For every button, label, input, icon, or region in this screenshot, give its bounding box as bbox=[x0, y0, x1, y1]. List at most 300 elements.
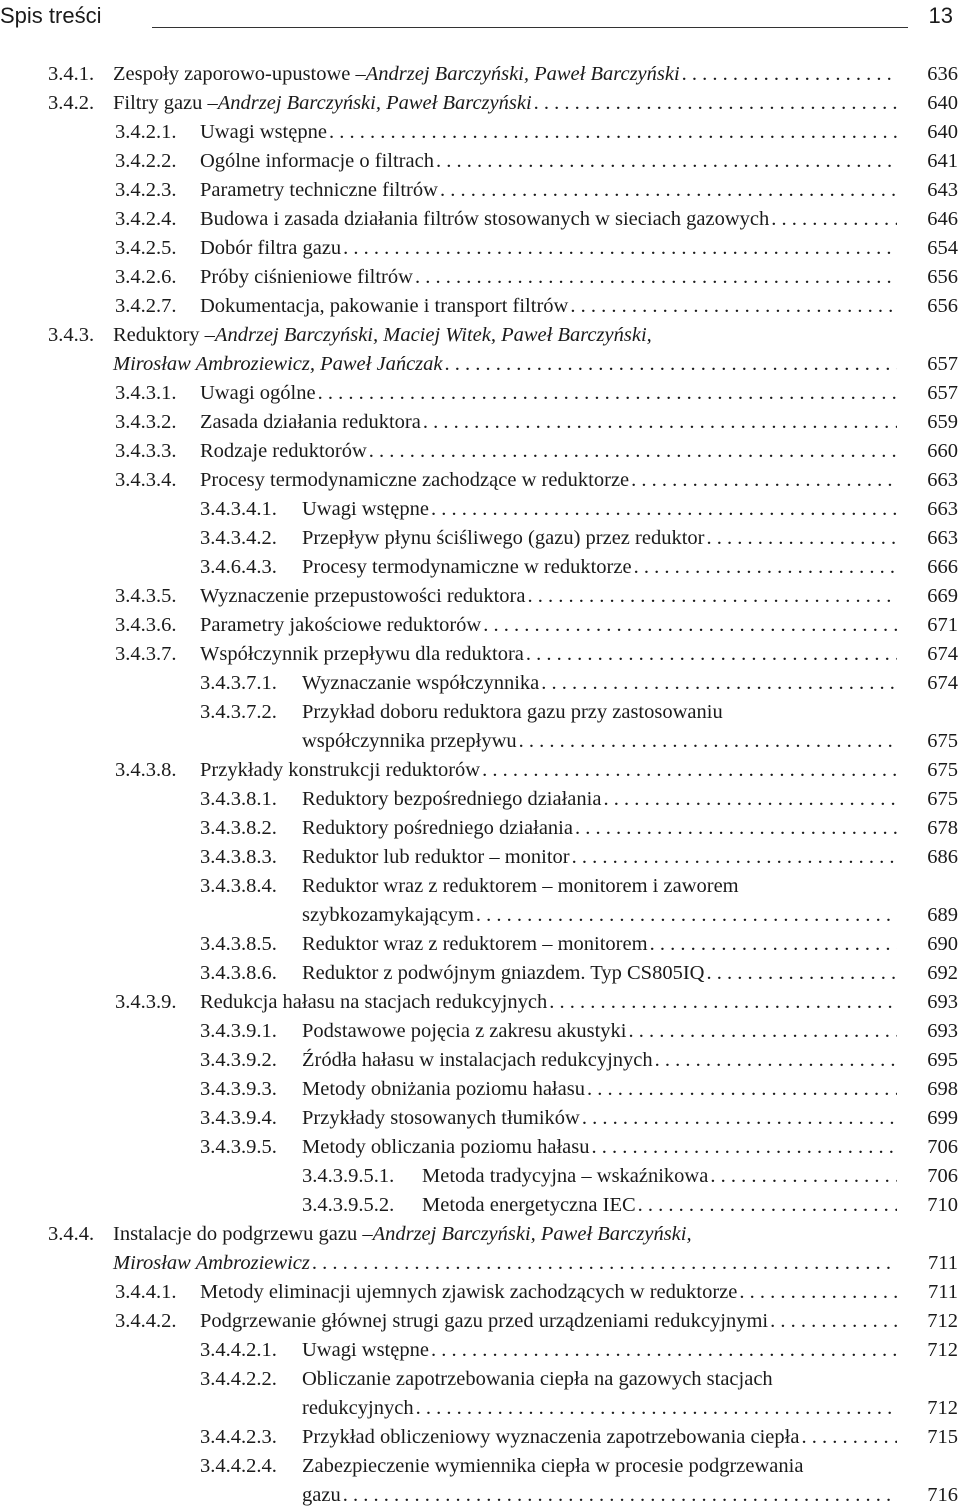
toc-entry[interactable] bbox=[0, 582, 960, 611]
entry-line bbox=[302, 1481, 897, 1510]
entry-body bbox=[302, 930, 897, 959]
section-number: 3.4.3.4. bbox=[115, 469, 177, 491]
page-number-ref: 657 bbox=[927, 382, 958, 404]
dot-leader bbox=[638, 1191, 897, 1220]
entry-title: Budowa i zasada działania filtrów stosowanych w sieciach gazowych bbox=[200, 208, 770, 230]
dot-leader bbox=[527, 582, 897, 611]
toc-entry[interactable] bbox=[0, 1017, 960, 1046]
entry-line bbox=[200, 379, 897, 408]
toc-entry[interactable] bbox=[0, 959, 960, 988]
entry-body bbox=[302, 1133, 897, 1162]
page-number-ref: 693 bbox=[927, 1020, 958, 1042]
section-number: 3.4.3.1. bbox=[115, 382, 177, 404]
entry-title: Reduktor wraz z reduktorem – monitorem i zaworem bbox=[302, 875, 739, 897]
dot-leader bbox=[572, 843, 897, 872]
dot-leader bbox=[476, 901, 897, 930]
entry-title: Podgrzewanie głównej strugi gazu przed urządzeniami redukcyjnymi bbox=[200, 1310, 769, 1332]
section-number: 3.4.3. bbox=[48, 324, 95, 346]
page-number-ref: 640 bbox=[927, 121, 958, 143]
entry-body bbox=[200, 205, 897, 234]
dot-leader bbox=[436, 147, 897, 176]
toc-entry[interactable] bbox=[0, 872, 960, 930]
entry-title-continued: współczynnika przepływu bbox=[302, 730, 517, 752]
page-number-ref: 692 bbox=[927, 962, 958, 984]
section-number: 3.4.4.2.4. bbox=[200, 1455, 277, 1477]
section-number: 3.4.3.9.4. bbox=[200, 1107, 277, 1129]
entry-body bbox=[302, 698, 897, 756]
entry-body bbox=[302, 1017, 897, 1046]
entry-body bbox=[200, 176, 897, 205]
section-number: 3.4.3.8.2. bbox=[200, 817, 277, 839]
section-number: 3.4.2.3. bbox=[115, 179, 177, 201]
entry-title: Przepływ płynu ściśliwego (gazu) przez reduktor bbox=[302, 527, 705, 549]
entry-line bbox=[113, 89, 897, 118]
entry-title: Redukcja hałasu na stacjach redukcyjnych bbox=[200, 991, 548, 1013]
entry-line bbox=[302, 814, 897, 843]
dot-leader bbox=[483, 611, 897, 640]
dot-leader bbox=[706, 959, 897, 988]
page-number-ref: 646 bbox=[927, 208, 958, 230]
toc-entry[interactable] bbox=[0, 60, 960, 89]
toc-entry[interactable] bbox=[0, 89, 960, 118]
entry-line bbox=[302, 495, 897, 524]
dot-leader bbox=[416, 1394, 897, 1423]
toc-entry[interactable] bbox=[0, 611, 960, 640]
dot-leader bbox=[519, 727, 897, 756]
entry-line bbox=[302, 1336, 897, 1365]
toc-entry[interactable] bbox=[0, 1336, 960, 1365]
entry-title: Przykłady stosowanych tłumików bbox=[302, 1107, 580, 1129]
entry-title: Metody obniżania poziomu hałasu bbox=[302, 1078, 585, 1100]
entry-line bbox=[200, 756, 897, 785]
page-number-ref: 660 bbox=[927, 440, 958, 462]
toc-entry[interactable] bbox=[0, 640, 960, 669]
entry-line bbox=[200, 408, 897, 437]
entry-title: Uwagi wstępne bbox=[302, 1339, 429, 1361]
entry-body bbox=[302, 1423, 897, 1452]
toc-entry[interactable] bbox=[0, 1423, 960, 1452]
entry-body bbox=[200, 437, 897, 466]
page-number-ref: 712 bbox=[927, 1339, 958, 1361]
entry-author: Andrzej Barczyński, Paweł Barczyński bbox=[365, 63, 680, 85]
entry-line bbox=[302, 1423, 897, 1452]
section-number: 3.4.3.4.1. bbox=[200, 498, 277, 520]
dot-leader bbox=[445, 350, 898, 379]
entry-body bbox=[302, 959, 897, 988]
dot-leader bbox=[440, 176, 897, 205]
entry-title: Instalacje do podgrzewu gazu – bbox=[113, 1223, 373, 1245]
entry-line bbox=[113, 321, 897, 350]
page-number-ref: 710 bbox=[927, 1194, 958, 1216]
toc-entry[interactable] bbox=[0, 930, 960, 959]
section-number: 3.4.2.2. bbox=[115, 150, 177, 172]
entry-title: Zespoły zaporowo-upustowe – bbox=[113, 63, 366, 85]
toc-entry[interactable] bbox=[0, 1220, 960, 1278]
section-number: 3.4.3.7. bbox=[115, 643, 177, 665]
toc-entry[interactable] bbox=[0, 466, 960, 495]
entry-line bbox=[302, 901, 897, 930]
toc-entry[interactable] bbox=[0, 1133, 960, 1162]
toc-entry[interactable] bbox=[0, 1075, 960, 1104]
page-number-ref: 636 bbox=[927, 63, 958, 85]
dot-leader bbox=[771, 205, 897, 234]
page-number-ref: 675 bbox=[927, 788, 958, 810]
page-number-ref: 678 bbox=[927, 817, 958, 839]
entry-line bbox=[200, 205, 897, 234]
toc-entry[interactable] bbox=[0, 205, 960, 234]
section-number: 3.4.3.9.5.2. bbox=[302, 1194, 395, 1216]
toc-entry[interactable] bbox=[0, 263, 960, 292]
dot-leader bbox=[629, 1017, 898, 1046]
toc-entry[interactable] bbox=[0, 843, 960, 872]
entry-body bbox=[302, 814, 897, 843]
section-number: 3.4.3.2. bbox=[115, 411, 177, 433]
entry-line bbox=[302, 698, 897, 727]
entry-body bbox=[113, 321, 897, 379]
entry-title: Reduktory bezpośredniego działania bbox=[302, 788, 602, 810]
entry-title: Wyznaczanie współczynnika bbox=[302, 672, 540, 694]
page-number-ref: 712 bbox=[927, 1397, 958, 1419]
toc-entry[interactable] bbox=[0, 1452, 960, 1510]
entry-body bbox=[302, 553, 897, 582]
entry-line bbox=[302, 553, 897, 582]
page-number-ref: 711 bbox=[928, 1281, 958, 1303]
toc-entry[interactable] bbox=[0, 1046, 960, 1075]
entry-body bbox=[113, 89, 897, 118]
entry-line bbox=[302, 1452, 897, 1481]
dot-leader bbox=[634, 553, 897, 582]
page-number-ref: 716 bbox=[927, 1484, 958, 1506]
toc-entry[interactable] bbox=[0, 1104, 960, 1133]
entry-body bbox=[200, 408, 897, 437]
entry-title: Współczynnik przepływu dla reduktora bbox=[200, 643, 524, 665]
entry-body bbox=[200, 292, 897, 321]
toc-entry[interactable] bbox=[0, 408, 960, 437]
entry-title-continued: redukcyjnych bbox=[302, 1397, 414, 1419]
dot-leader bbox=[431, 495, 897, 524]
entry-body bbox=[302, 495, 897, 524]
entry-line bbox=[302, 1394, 897, 1423]
running-title: Spis treści bbox=[0, 3, 102, 28]
toc-entry[interactable] bbox=[0, 988, 960, 1017]
entry-title: Metody eliminacji ujemnych zjawisk zachodzących w reduktorze bbox=[200, 1281, 738, 1303]
entry-title: Przykład doboru reduktora gazu przy zastosowaniu bbox=[302, 701, 723, 723]
dot-leader bbox=[343, 1481, 897, 1510]
entry-line bbox=[200, 1307, 897, 1336]
page-number-ref: 698 bbox=[927, 1078, 958, 1100]
page-number-ref: 674 bbox=[927, 643, 958, 665]
toc-entry[interactable] bbox=[0, 495, 960, 524]
entry-body bbox=[302, 1046, 897, 1075]
entry-line bbox=[302, 959, 897, 988]
entry-body bbox=[302, 785, 897, 814]
dot-leader bbox=[631, 466, 897, 495]
entry-title: Procesy termodynamiczne zachodzące w reduktorze bbox=[200, 469, 630, 491]
entry-body bbox=[200, 466, 897, 495]
page-number-ref: 663 bbox=[927, 498, 958, 520]
entry-line bbox=[200, 640, 897, 669]
entry-body bbox=[422, 1162, 897, 1191]
entry-title: Zasada działania reduktora bbox=[200, 411, 421, 433]
entry-body bbox=[302, 872, 897, 930]
entry-title: Dokumentacja, pakowanie i transport filtrów bbox=[200, 295, 569, 317]
toc-entry[interactable] bbox=[0, 176, 960, 205]
entry-title: Filtry gazu – bbox=[113, 92, 218, 114]
entry-title-continued: gazu bbox=[302, 1484, 341, 1506]
entry-line bbox=[200, 611, 897, 640]
entry-line bbox=[200, 234, 897, 263]
page-number-ref: 643 bbox=[927, 179, 958, 201]
toc-entry[interactable] bbox=[0, 379, 960, 408]
entry-title: Przykład obliczeniowy wyznaczenia zapotrzebowania ciepła bbox=[302, 1426, 800, 1448]
dot-leader bbox=[575, 814, 897, 843]
entry-title: Źródła hałasu w instalacjach redukcyjnych bbox=[302, 1049, 653, 1071]
entry-body bbox=[200, 1307, 897, 1336]
section-number: 3.4.3.9.2. bbox=[200, 1049, 277, 1071]
section-number: 3.4.4.2.1. bbox=[200, 1339, 277, 1361]
entry-title: Rodzaje reduktorów bbox=[200, 440, 367, 462]
entry-line bbox=[302, 1075, 897, 1104]
section-number: 3.4.4.2.2. bbox=[200, 1368, 277, 1390]
section-number: 3.4.3.9.1. bbox=[200, 1020, 277, 1042]
section-number: 3.4.3.8.4. bbox=[200, 875, 277, 897]
entry-title: Parametry jakościowe reduktorów bbox=[200, 614, 482, 636]
dot-leader bbox=[482, 756, 897, 785]
dot-leader bbox=[655, 1046, 897, 1075]
page-number-ref: 656 bbox=[927, 266, 958, 288]
page-header bbox=[0, 0, 960, 38]
page-number-ref: 663 bbox=[927, 469, 958, 491]
section-number: 3.4.2.6. bbox=[115, 266, 177, 288]
entry-line bbox=[302, 1365, 897, 1394]
dot-leader bbox=[549, 988, 897, 1017]
page-number-ref: 690 bbox=[927, 933, 958, 955]
entry-body bbox=[302, 1104, 897, 1133]
entry-body bbox=[302, 843, 897, 872]
entry-line bbox=[113, 1249, 897, 1278]
toc-entry[interactable] bbox=[0, 785, 960, 814]
toc-entry[interactable] bbox=[0, 1191, 960, 1220]
toc-entry[interactable] bbox=[0, 756, 960, 785]
section-number: 3.4.3.8.6. bbox=[200, 962, 277, 984]
page-number-ref: 675 bbox=[927, 730, 958, 752]
entry-line bbox=[113, 60, 897, 89]
entry-body bbox=[200, 379, 897, 408]
section-number: 3.4.2.4. bbox=[115, 208, 177, 230]
entry-line bbox=[200, 176, 897, 205]
entry-line bbox=[200, 147, 897, 176]
section-number: 3.4.3.3. bbox=[115, 440, 177, 462]
entry-line bbox=[302, 727, 897, 756]
toc-entry[interactable] bbox=[0, 292, 960, 321]
dot-leader bbox=[582, 1104, 897, 1133]
page-number-ref: 654 bbox=[927, 237, 958, 259]
entry-title: Reduktor wraz z reduktorem – monitorem bbox=[302, 933, 648, 955]
page-number-ref: 686 bbox=[927, 846, 958, 868]
dot-leader bbox=[534, 89, 897, 118]
entry-body bbox=[302, 669, 897, 698]
page-number-ref: 669 bbox=[927, 585, 958, 607]
toc-entry[interactable] bbox=[0, 1307, 960, 1336]
entry-line bbox=[422, 1162, 897, 1191]
page-number-ref: 656 bbox=[927, 295, 958, 317]
entry-title: Parametry techniczne filtrów bbox=[200, 179, 438, 201]
entry-body bbox=[422, 1191, 897, 1220]
entry-line bbox=[422, 1191, 897, 1220]
entry-title: Reduktory – bbox=[113, 324, 215, 346]
section-number: 3.4.2.5. bbox=[115, 237, 177, 259]
entry-title: Ogólne informacje o filtrach bbox=[200, 150, 434, 172]
page-number-ref: 695 bbox=[927, 1049, 958, 1071]
toc-entry[interactable] bbox=[0, 553, 960, 582]
section-number: 3.4.2.1. bbox=[115, 121, 177, 143]
toc-entry[interactable] bbox=[0, 1365, 960, 1423]
table-of-contents bbox=[0, 60, 960, 1510]
toc-entry[interactable] bbox=[0, 437, 960, 466]
toc-entry[interactable] bbox=[0, 524, 960, 553]
entry-line bbox=[200, 263, 897, 292]
entry-title: Reduktor z podwójnym gniazdem. Typ CS805IQ bbox=[302, 962, 705, 984]
entry-line bbox=[200, 466, 897, 495]
dot-leader bbox=[423, 408, 897, 437]
page-number-ref: 711 bbox=[928, 1252, 958, 1274]
toc-entry[interactable] bbox=[0, 321, 960, 379]
entry-body bbox=[200, 988, 897, 1017]
entry-title: Uwagi ogólne bbox=[200, 382, 316, 404]
section-number: 3.4.3.9.3. bbox=[200, 1078, 277, 1100]
entry-line bbox=[302, 930, 897, 959]
entry-body bbox=[200, 582, 897, 611]
toc-entry[interactable] bbox=[0, 1162, 960, 1191]
entry-body bbox=[302, 524, 897, 553]
dot-leader bbox=[369, 437, 897, 466]
toc-entry[interactable] bbox=[0, 234, 960, 263]
entry-line bbox=[302, 843, 897, 872]
section-number: 3.4.4.1. bbox=[115, 1281, 177, 1303]
entry-body bbox=[200, 756, 897, 785]
toc-entry[interactable] bbox=[0, 118, 960, 147]
entry-author-continued: Mirosław Ambroziewicz bbox=[113, 1252, 310, 1274]
page-number: 13 bbox=[928, 3, 953, 28]
page-number-ref: 706 bbox=[927, 1136, 958, 1158]
dot-leader bbox=[343, 234, 897, 263]
page-number-ref: 671 bbox=[927, 614, 958, 636]
dot-leader bbox=[318, 379, 897, 408]
section-number: 3.4.2. bbox=[48, 92, 95, 114]
toc-entry[interactable] bbox=[0, 669, 960, 698]
section-number: 3.4.3.9. bbox=[115, 991, 177, 1013]
entry-line bbox=[200, 582, 897, 611]
entry-line bbox=[200, 1278, 897, 1307]
section-number: 3.4.4.2. bbox=[115, 1310, 177, 1332]
entry-line bbox=[302, 785, 897, 814]
entry-body bbox=[200, 1278, 897, 1307]
section-number: 3.4.1. bbox=[48, 63, 95, 85]
entry-title: Procesy termodynamiczne w reduktorze bbox=[302, 556, 632, 578]
entry-line bbox=[113, 350, 897, 379]
page-number-ref: 657 bbox=[927, 353, 958, 375]
dot-leader bbox=[526, 640, 897, 669]
entry-line bbox=[302, 872, 897, 901]
entry-body bbox=[302, 1075, 897, 1104]
dot-leader bbox=[801, 1423, 897, 1452]
entry-body bbox=[200, 640, 897, 669]
section-number: 3.4.3.8.5. bbox=[200, 933, 277, 955]
entry-title: Metoda tradycyjna – wskaźnikowa bbox=[422, 1165, 709, 1187]
entry-author: Andrzej Barczyński, Maciej Witek, Paweł Barczyński, bbox=[214, 324, 652, 346]
page-number-ref: 675 bbox=[927, 759, 958, 781]
entry-line bbox=[302, 669, 897, 698]
entry-line bbox=[302, 524, 897, 553]
entry-body bbox=[200, 234, 897, 263]
entry-title: Metoda energetyczna IEC bbox=[422, 1194, 636, 1216]
entry-line bbox=[302, 1046, 897, 1075]
entry-line bbox=[200, 437, 897, 466]
entry-body bbox=[113, 60, 897, 89]
page-number-ref: 659 bbox=[927, 411, 958, 433]
entry-body bbox=[200, 118, 897, 147]
section-number: 3.4.4.2.3. bbox=[200, 1426, 277, 1448]
section-number: 3.4.3.8.1. bbox=[200, 788, 277, 810]
toc-entry[interactable] bbox=[0, 1278, 960, 1307]
entry-line bbox=[200, 118, 897, 147]
page-number-ref: 693 bbox=[927, 991, 958, 1013]
header-rule bbox=[152, 27, 908, 28]
section-number: 3.4.3.7.2. bbox=[200, 701, 277, 723]
toc-entry[interactable] bbox=[0, 814, 960, 843]
entry-title: Podstawowe pojęcia z zakresu akustyki bbox=[302, 1020, 627, 1042]
entry-line bbox=[302, 1017, 897, 1046]
entry-body bbox=[200, 147, 897, 176]
dot-leader bbox=[650, 930, 897, 959]
page-number-ref: 715 bbox=[927, 1426, 958, 1448]
section-number: 3.4.3.9.5. bbox=[200, 1136, 277, 1158]
section-number: 3.4.3.6. bbox=[115, 614, 177, 636]
entry-title: Uwagi wstępne bbox=[200, 121, 327, 143]
section-number: 3.4.3.9.5.1. bbox=[302, 1165, 395, 1187]
dot-leader bbox=[570, 292, 897, 321]
entry-author: Andrzej Barczyński, Paweł Barczyński bbox=[217, 92, 532, 114]
entry-body bbox=[302, 1365, 897, 1423]
entry-body bbox=[200, 611, 897, 640]
entry-body bbox=[113, 1220, 897, 1278]
dot-leader bbox=[739, 1278, 897, 1307]
entry-author: Andrzej Barczyński, Paweł Barczyński, bbox=[372, 1223, 692, 1245]
entry-title: Próby ciśnieniowe filtrów bbox=[200, 266, 413, 288]
dot-leader bbox=[710, 1162, 897, 1191]
dot-leader bbox=[592, 1133, 898, 1162]
entry-title: Uwagi wstępne bbox=[302, 498, 429, 520]
entry-title: Wyznaczenie przepustowości reduktora bbox=[200, 585, 526, 607]
toc-entry[interactable] bbox=[0, 698, 960, 756]
page-number-ref: 699 bbox=[927, 1107, 958, 1129]
dot-leader bbox=[312, 1249, 897, 1278]
entry-title: Metody obliczania poziomu hałasu bbox=[302, 1136, 590, 1158]
dot-leader bbox=[770, 1307, 897, 1336]
dot-leader bbox=[431, 1336, 897, 1365]
entry-title: Przykłady konstrukcji reduktorów bbox=[200, 759, 481, 781]
toc-entry[interactable] bbox=[0, 147, 960, 176]
entry-title: Dobór filtra gazu bbox=[200, 237, 342, 259]
section-number: 3.4.3.8. bbox=[115, 759, 177, 781]
dot-leader bbox=[541, 669, 897, 698]
page-number-ref: 689 bbox=[927, 904, 958, 926]
dot-leader bbox=[329, 118, 897, 147]
section-number: 3.4.4. bbox=[48, 1223, 95, 1245]
section-number: 3.4.2.7. bbox=[115, 295, 177, 317]
entry-body bbox=[302, 1336, 897, 1365]
entry-title: Reduktor lub reduktor – monitor bbox=[302, 846, 570, 868]
